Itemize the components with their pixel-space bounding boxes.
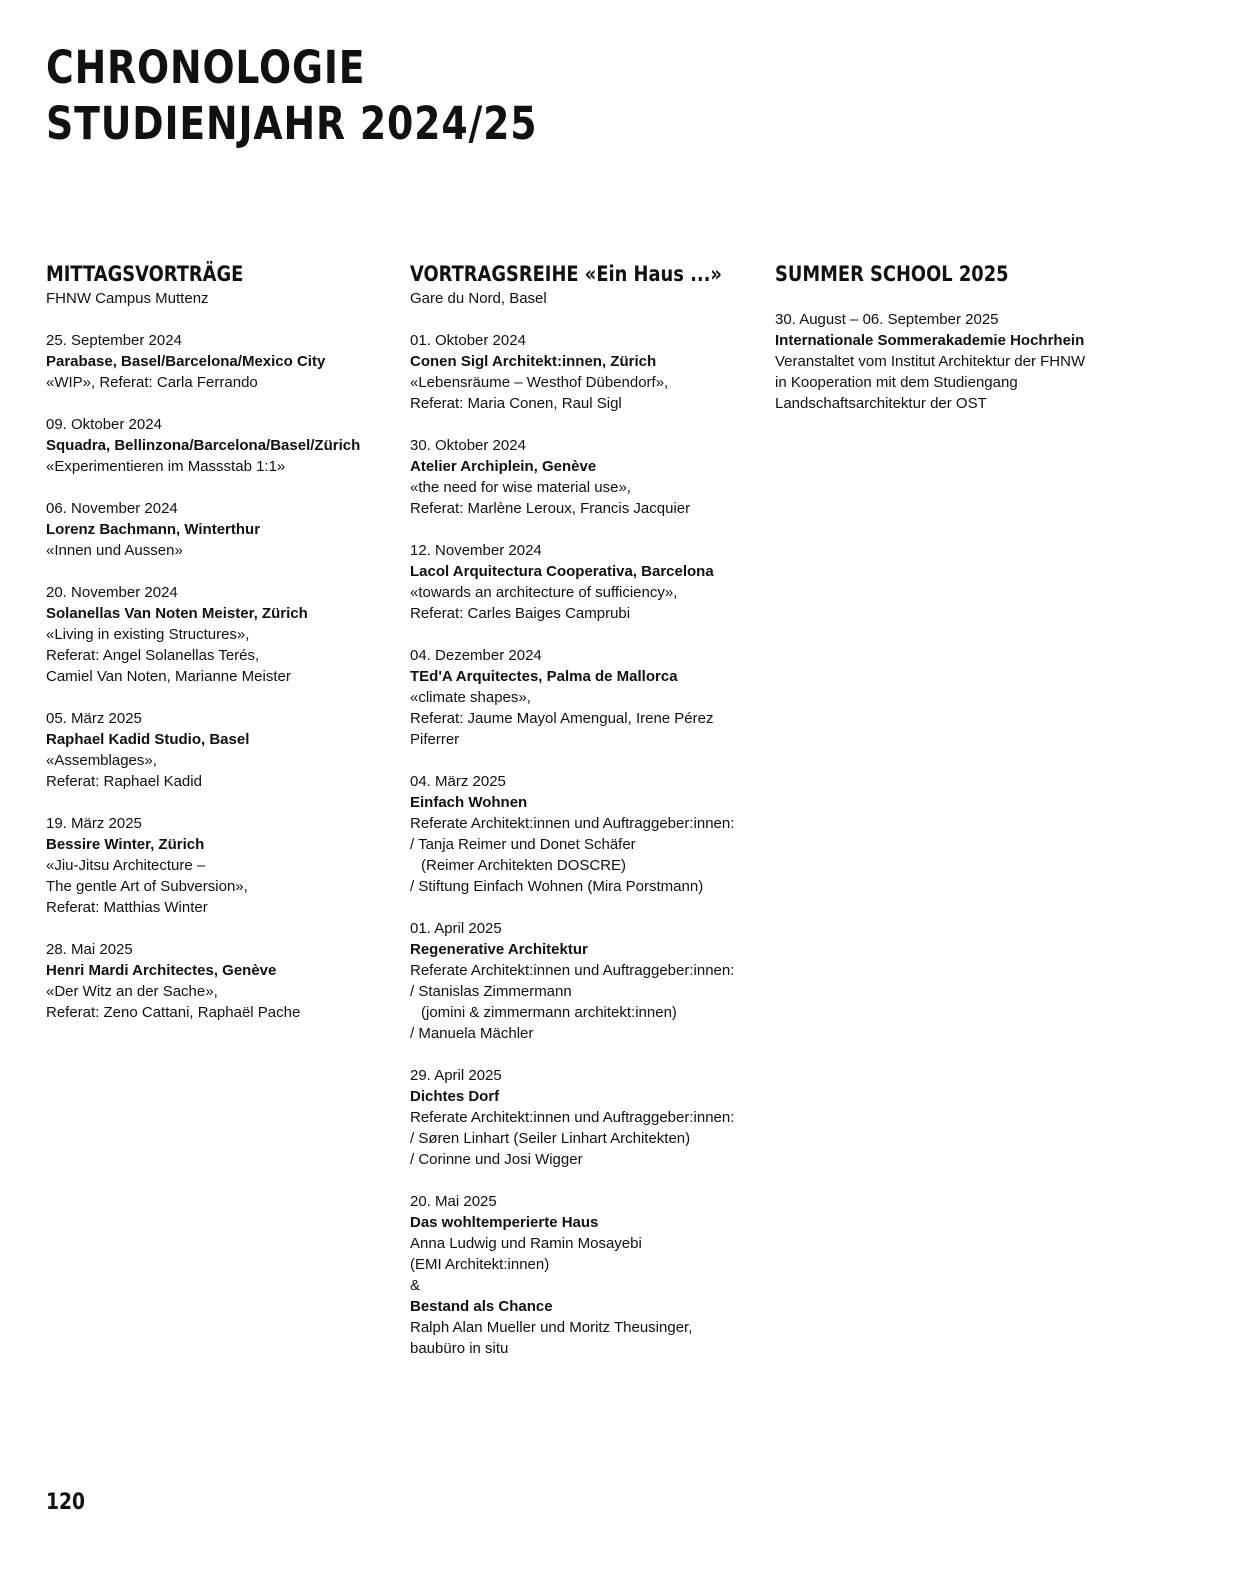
- event-date: 01. April 2025: [410, 920, 502, 937]
- event-title: Bestand als Chance: [410, 1298, 553, 1315]
- event-detail: «Der Witz an der Sache»,: [46, 983, 218, 1000]
- entry-list: [410, 330, 770, 1359]
- event-title: Henri Mardi Architectes, Genève: [46, 962, 277, 979]
- page-title: [46, 40, 537, 152]
- event-detail: «towards an architecture of sufficiency»,: [410, 584, 678, 601]
- event-date: 06. November 2024: [46, 500, 178, 517]
- event-title: Parabase, Basel/Barcelona/Mexico City: [46, 353, 326, 370]
- column-summer-school: [775, 260, 1155, 414]
- event-title: Bessire Winter, Zürich: [46, 836, 205, 853]
- event-title: Lorenz Bachmann, Winterthur: [46, 521, 261, 538]
- event-detail: «Experimentieren im Massstab 1:1»: [46, 458, 286, 475]
- column-heading: MITTAGSVORTRÄGE: [46, 262, 244, 286]
- event-detail: «Lebensräume – Westhof Dübendorf»,: [410, 374, 669, 391]
- event-detail: Referat: Zeno Cattani, Raphaël Pache: [46, 1004, 301, 1021]
- title-line: CHRONOLOGIE: [46, 41, 366, 94]
- event-detail: The gentle Art of Subversion»,: [46, 878, 248, 895]
- event-title: Atelier Archiplein, Genève: [410, 458, 597, 475]
- event-detail: / Corinne und Josi Wigger: [410, 1151, 583, 1168]
- event-entry: [775, 309, 1155, 414]
- event-date: 12. November 2024: [410, 542, 542, 559]
- event-detail: Referat: Angel Solanellas Terés,: [46, 647, 260, 664]
- event-date: 01. Oktober 2024: [410, 332, 526, 349]
- event-title: Das wohltemperierte Haus: [410, 1214, 599, 1231]
- event-entry: [410, 540, 770, 624]
- event-title: Solanellas Van Noten Meister, Zürich: [46, 605, 308, 622]
- event-detail: «climate shapes»,: [410, 689, 531, 706]
- event-detail: Referat: Maria Conen, Raul Sigl: [410, 395, 622, 412]
- event-detail: Referat: Carles Baiges Camprubi: [410, 605, 631, 622]
- event-detail: Referate Architekt:innen und Auftraggeber:innen:: [410, 815, 735, 832]
- event-title: Conen Sigl Architekt:innen, Zürich: [410, 353, 657, 370]
- page-number: 120: [46, 1490, 86, 1515]
- event-date: 20. Mai 2025: [410, 1193, 497, 1210]
- event-detail: / Manuela Mächler: [410, 1025, 534, 1042]
- event-detail: in Kooperation mit dem Studiengang: [775, 374, 1018, 391]
- event-detail: Camiel Van Noten, Marianne Meister: [46, 668, 291, 685]
- event-detail: &: [410, 1277, 421, 1294]
- event-detail: Referate Architekt:innen und Auftraggeber:innen:: [410, 1109, 735, 1126]
- event-detail: baubüro in situ: [410, 1340, 509, 1357]
- event-detail: Landschaftsarchitektur der OST: [775, 395, 987, 412]
- column-venue: Gare du Nord, Basel: [410, 290, 547, 307]
- column-heading: VORTRAGSREIHE «Ein Haus ...»: [410, 262, 722, 286]
- event-title: Regenerative Architektur: [410, 941, 588, 958]
- event-detail: «Innen und Aussen»: [46, 542, 183, 559]
- event-detail: «WIP», Referat: Carla Ferrando: [46, 374, 258, 391]
- event-detail: / Søren Linhart (Seiler Linhart Architekten): [410, 1130, 691, 1147]
- event-title: Squadra, Bellinzona/Barcelona/Basel/Zürich: [46, 437, 361, 454]
- event-detail: Piferrer: [410, 731, 460, 748]
- event-title: Raphael Kadid Studio, Basel: [46, 731, 250, 748]
- event-detail: Referat: Raphael Kadid: [46, 773, 202, 790]
- event-detail: «Assemblages»,: [46, 752, 157, 769]
- event-detail: «the need for wise material use»,: [410, 479, 631, 496]
- event-detail: Ralph Alan Mueller und Moritz Theusinger,: [410, 1319, 693, 1336]
- event-title: Dichtes Dorf: [410, 1088, 500, 1105]
- event-date: 04. März 2025: [410, 773, 506, 790]
- event-entry: [46, 330, 406, 393]
- event-detail: (jomini & zimmermann architekt:innen): [421, 1004, 677, 1021]
- event-entry: [46, 813, 406, 918]
- event-detail: (Reimer Architekten DOSCRE): [421, 857, 627, 874]
- event-detail: «Jiu-Jitsu Architecture –: [46, 857, 206, 874]
- event-detail: Referat: Jaume Mayol Amengual, Irene Pérez: [410, 710, 714, 727]
- event-detail: Referat: Marlène Leroux, Francis Jacquier: [410, 500, 691, 517]
- event-title: Internationale Sommerakademie Hochrhein: [775, 332, 1085, 349]
- event-entry: [46, 939, 406, 1023]
- event-date: 19. März 2025: [46, 815, 142, 832]
- entry-list: [775, 309, 1155, 414]
- event-date: 30. August – 06. September 2025: [775, 311, 999, 328]
- event-entry: [410, 771, 770, 897]
- event-entry: [410, 645, 770, 750]
- event-date: 05. März 2025: [46, 710, 142, 727]
- title-line: STUDIENJAHR 2024/25: [46, 97, 538, 150]
- event-detail: Referate Architekt:innen und Auftraggeber:innen:: [410, 962, 735, 979]
- event-date: 28. Mai 2025: [46, 941, 133, 958]
- event-title: Lacol Arquitectura Cooperativa, Barcelona: [410, 563, 714, 580]
- event-date: 09. Oktober 2024: [46, 416, 162, 433]
- event-detail: / Stanislas Zimmermann: [410, 983, 572, 1000]
- column-heading: SUMMER SCHOOL 2025: [775, 262, 1009, 286]
- event-date: 04. Dezember 2024: [410, 647, 542, 664]
- event-date: 20. November 2024: [46, 584, 178, 601]
- event-detail: (EMI Architekt:innen): [410, 1256, 550, 1273]
- column-vortragsreihe: [410, 260, 770, 1359]
- event-entry: [410, 330, 770, 414]
- event-entry: [410, 435, 770, 519]
- event-detail: Veranstaltet vom Institut Architektur der FHNW: [775, 353, 1086, 370]
- event-detail: / Stiftung Einfach Wohnen (Mira Porstmann): [410, 878, 704, 895]
- event-entry: [410, 918, 770, 1044]
- event-entry: [410, 1191, 770, 1359]
- event-entry: [46, 582, 406, 687]
- column-venue: FHNW Campus Muttenz: [46, 290, 209, 307]
- event-title: Einfach Wohnen: [410, 794, 528, 811]
- event-detail: / Tanja Reimer und Donet Schäfer: [410, 836, 636, 853]
- event-entry: [46, 498, 406, 561]
- event-detail: Referat: Matthias Winter: [46, 899, 208, 916]
- event-entry: [46, 708, 406, 792]
- event-title: TEd'A Arquitectes, Palma de Mallorca: [410, 668, 678, 685]
- event-date: 25. September 2024: [46, 332, 182, 349]
- event-date: 29. April 2025: [410, 1067, 502, 1084]
- event-date: 30. Oktober 2024: [410, 437, 526, 454]
- column-mittagsvortraege: [46, 260, 406, 1023]
- event-entry: [410, 1065, 770, 1170]
- event-detail: «Living in existing Structures»,: [46, 626, 250, 643]
- entry-list: [46, 330, 406, 1023]
- event-entry: [46, 414, 406, 477]
- event-detail: Anna Ludwig und Ramin Mosayebi: [410, 1235, 642, 1252]
